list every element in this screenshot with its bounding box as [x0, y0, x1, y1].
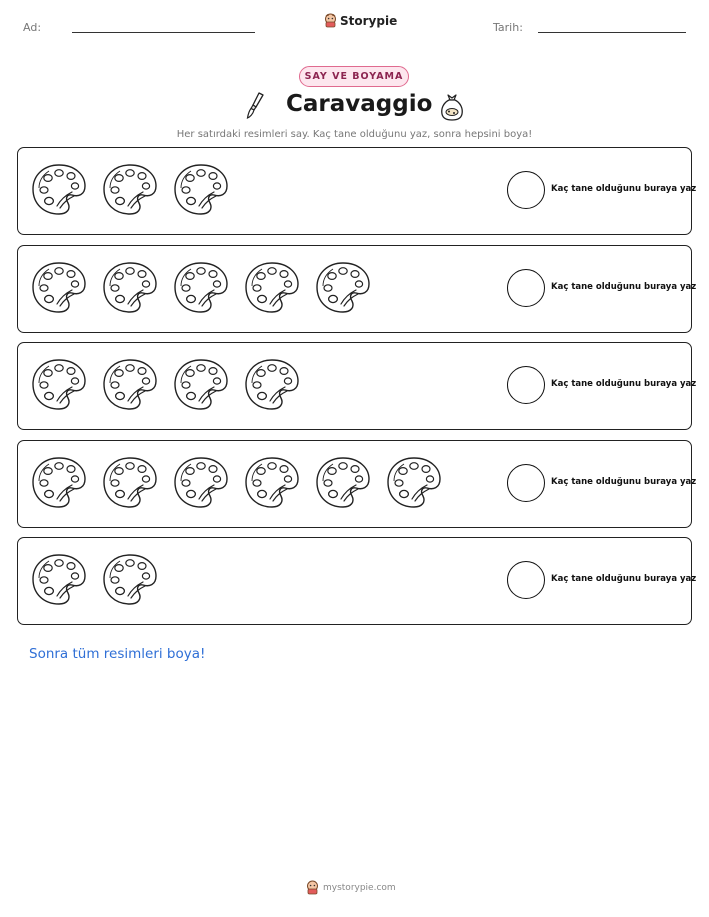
storypie-mascot-icon — [306, 880, 319, 895]
answer-circle[interactable] — [507, 269, 545, 307]
paint-palette-icon[interactable] — [101, 356, 159, 416]
footer — [306, 880, 396, 895]
counting-row — [17, 342, 697, 430]
paint-palette-icon[interactable] — [314, 454, 372, 514]
answer-circle[interactable] — [507, 561, 545, 599]
paint-palette-icon[interactable] — [30, 259, 88, 319]
paint-palette-icon[interactable] — [385, 454, 443, 514]
paint-palette-icon[interactable] — [243, 356, 301, 416]
activity-badge: SAY VE BOYAMA — [299, 66, 409, 87]
brand-logo — [324, 13, 397, 28]
counting-row — [17, 147, 697, 235]
paint-palette-icon[interactable] — [243, 259, 301, 319]
paint-palette-icon[interactable] — [172, 454, 230, 514]
paint-palette-icon[interactable] — [314, 259, 372, 319]
paint-palette-icon[interactable] — [30, 551, 88, 611]
paint-palette-icon[interactable] — [101, 454, 159, 514]
paintbrush-icon — [245, 90, 267, 120]
worksheet-title: Caravaggio — [286, 91, 433, 117]
answer-prompt: Kaç tane olduğunu buraya yaz — [551, 282, 697, 292]
paint-palette-icon[interactable] — [30, 454, 88, 514]
paint-palette-icon[interactable] — [243, 454, 301, 514]
counting-row — [17, 245, 697, 333]
counting-row — [17, 440, 697, 528]
counting-row — [17, 537, 697, 625]
paint-palette-icon[interactable] — [30, 356, 88, 416]
date-label: Tarih: — [493, 21, 523, 34]
paint-palette-icon[interactable] — [172, 259, 230, 319]
paint-bag-icon — [439, 92, 465, 122]
answer-circle[interactable] — [507, 366, 545, 404]
name-label: Ad: — [23, 21, 42, 34]
answer-prompt: Kaç tane olduğunu buraya yaz — [551, 574, 697, 584]
paint-palette-icon[interactable] — [172, 161, 230, 221]
answer-circle[interactable] — [507, 464, 545, 502]
footer-site: mystorypie.com — [323, 882, 396, 893]
storypie-mascot-icon — [324, 13, 337, 28]
answer-prompt: Kaç tane olduğunu buraya yaz — [551, 184, 697, 194]
paint-palette-icon[interactable] — [101, 551, 159, 611]
paint-palette-icon[interactable] — [172, 356, 230, 416]
date-field-line[interactable] — [538, 32, 686, 33]
answer-circle[interactable] — [507, 171, 545, 209]
paint-palette-icon[interactable] — [101, 259, 159, 319]
name-field-line[interactable] — [72, 32, 255, 33]
instructions: Her satırdaki resimleri say. Kaç tane olduğunu yaz, sonra hepsini boya! — [176, 129, 533, 140]
paint-palette-icon[interactable] — [101, 161, 159, 221]
brand-name: Storypie — [340, 13, 398, 28]
answer-prompt: Kaç tane olduğunu buraya yaz — [551, 379, 697, 389]
paint-palette-icon[interactable] — [30, 161, 88, 221]
answer-prompt: Kaç tane olduğunu buraya yaz — [551, 477, 697, 487]
coloring-reminder: Sonra tüm resimleri boya! — [29, 646, 206, 662]
